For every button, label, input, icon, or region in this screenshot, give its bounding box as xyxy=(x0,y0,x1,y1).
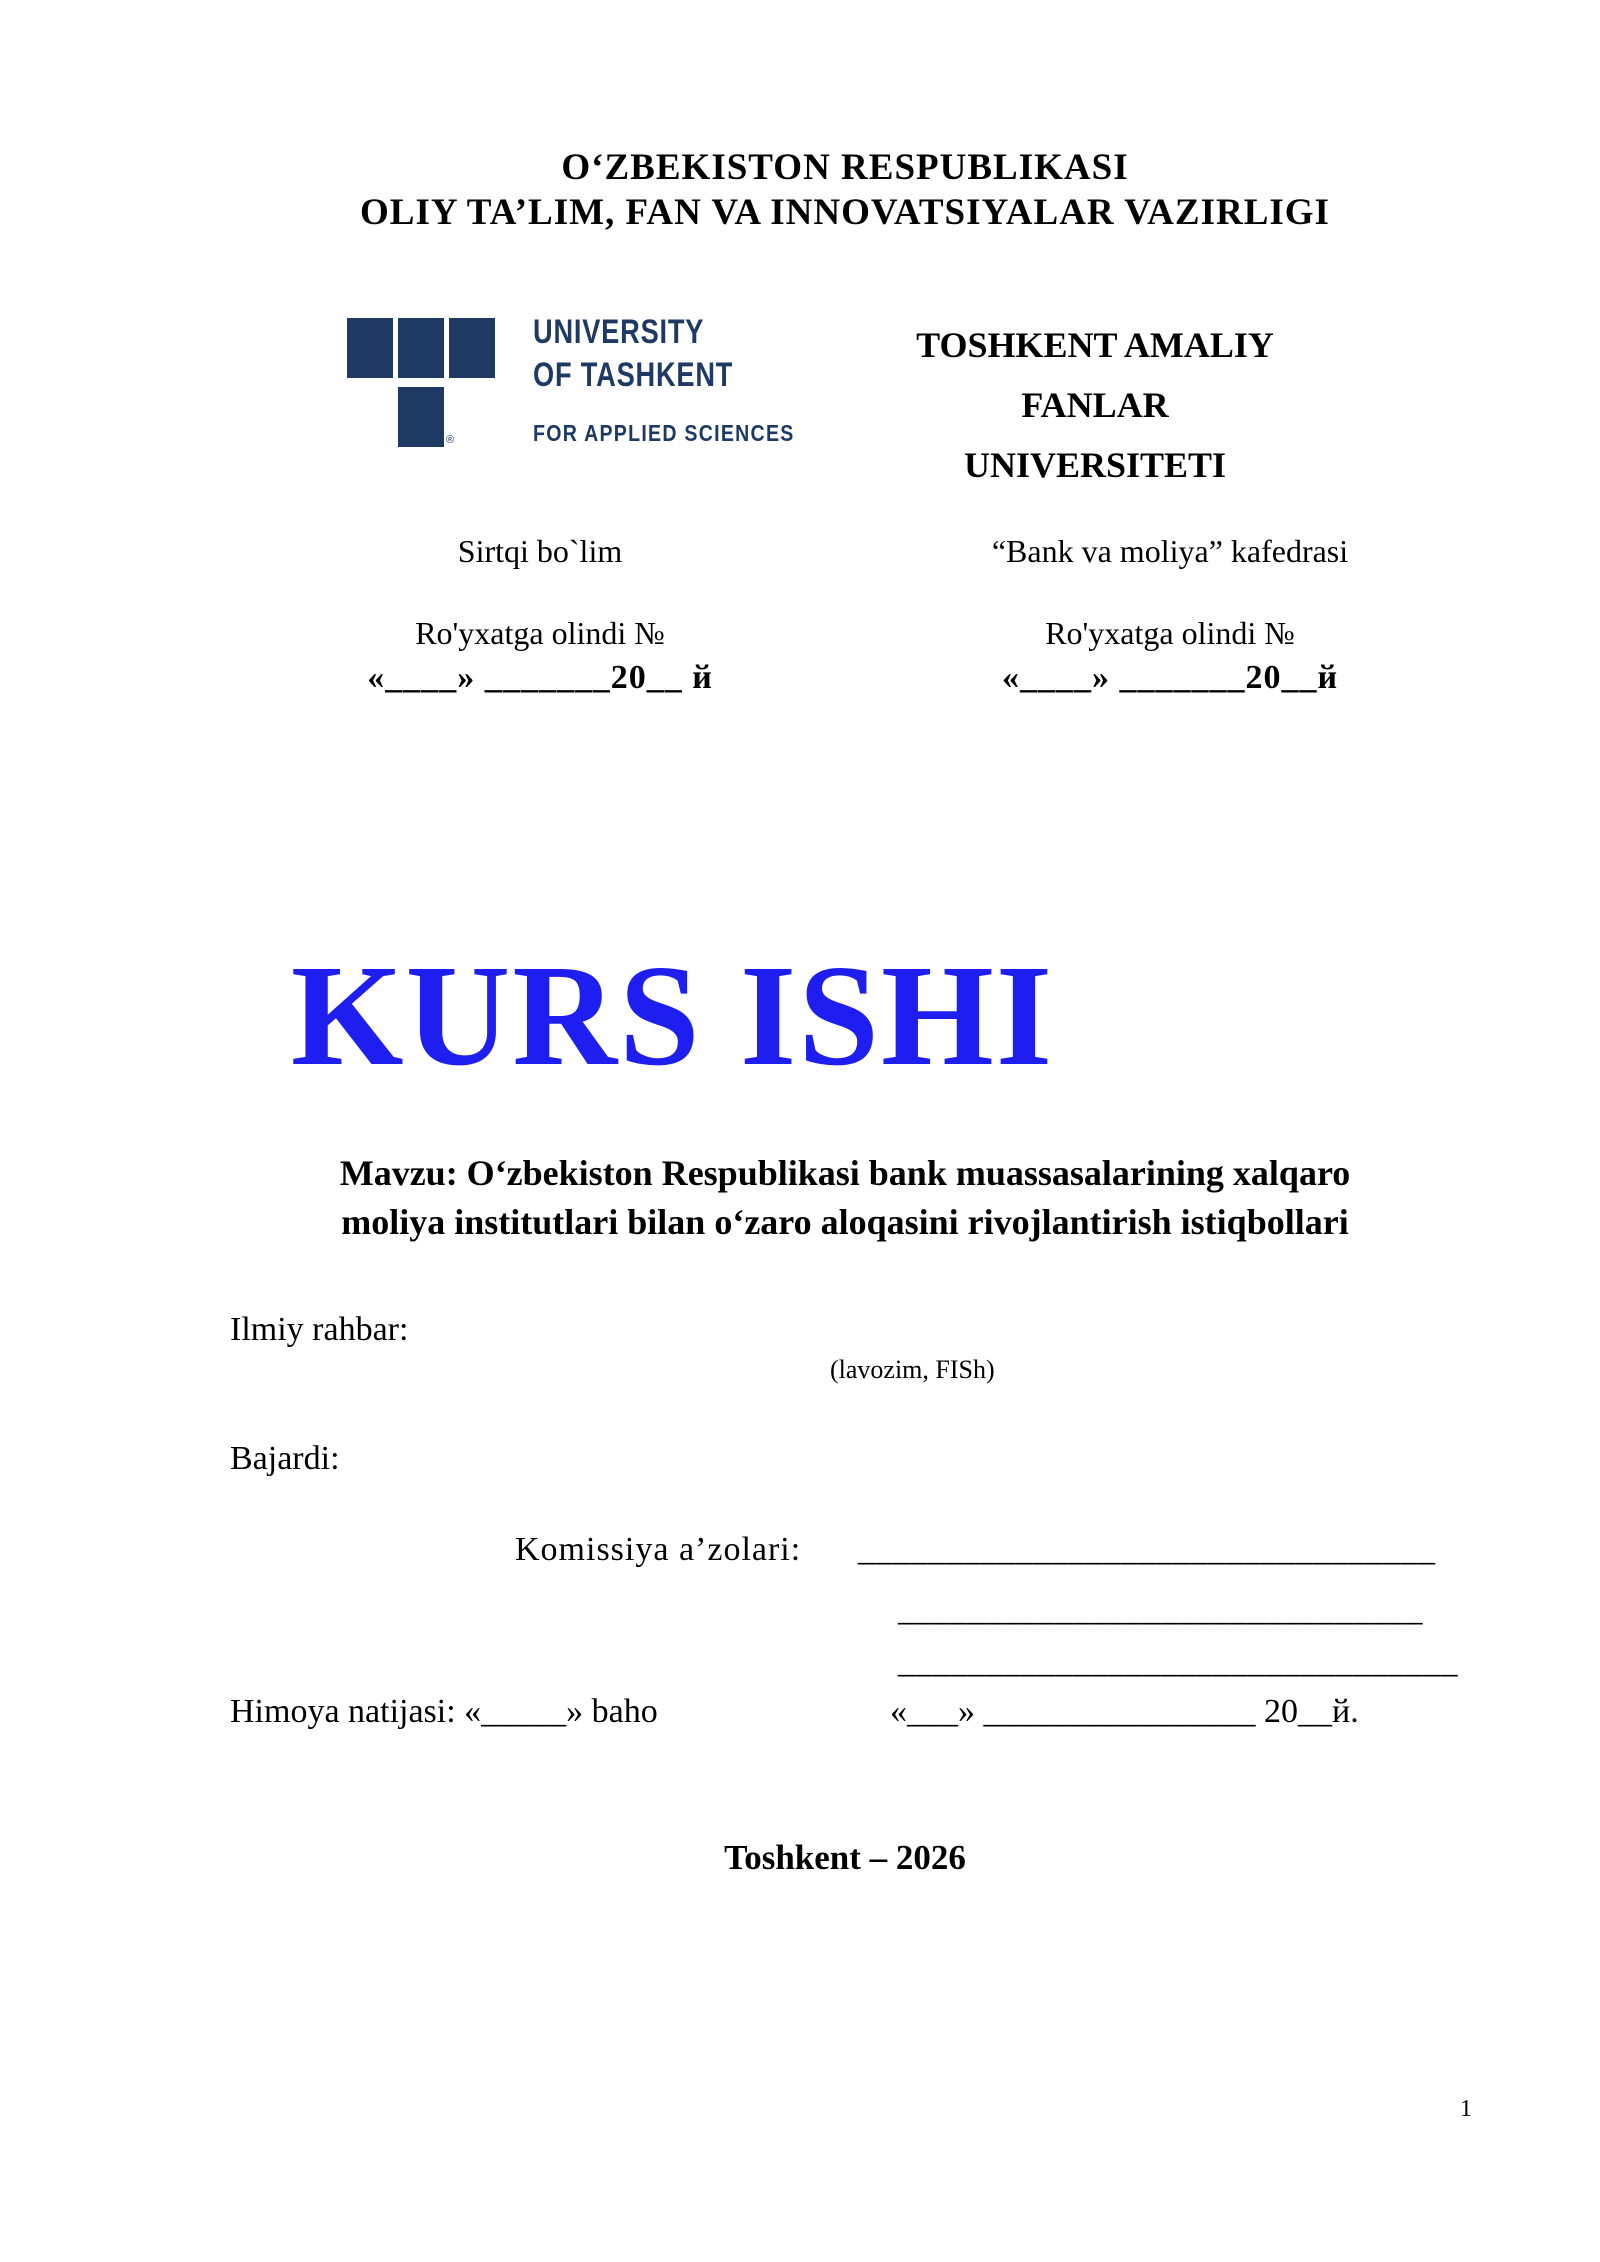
registration-label-right: Ro'yxatga olindi № xyxy=(1045,615,1295,651)
executor-label: Bajardi: xyxy=(230,1440,340,1477)
topic-title-line2: moliya institutlari bilan o‘zaro aloqasini rivojlantirish istiqbollari xyxy=(341,1202,1349,1242)
logo-wordmark-tagline: FOR APPLIED SCIENCES xyxy=(533,420,795,446)
university-name-line2: FANLAR UNIVERSITETI xyxy=(963,385,1227,485)
ministry-header-line1: O‘ZBEKISTON RESPUBLIKASI xyxy=(561,147,1129,188)
topic-title-line1: Mavzu: O‘zbekiston Respublikasi bank muassasalarining xalqaro xyxy=(339,1153,1351,1193)
registration-date-line-right: «____» _______20__й xyxy=(1001,659,1339,696)
university-name xyxy=(915,315,1275,495)
page-number: 1 xyxy=(1460,2096,1472,2122)
logo-wordmark-line2: OF TASHKENT xyxy=(533,356,734,394)
logo-square-icon xyxy=(347,318,393,378)
logo-wordmark-line1: UNIVERSITY xyxy=(533,313,705,351)
signature-line-1: _________________________________ xyxy=(858,1531,1436,1568)
university-name-line1: TOSHKENT AMALIY xyxy=(916,325,1274,365)
supervisor-position-hint: (lavozim, FISh) xyxy=(830,1355,995,1384)
commission-members-label: Komissiya a’zolari: xyxy=(515,1531,802,1568)
ministry-header xyxy=(230,145,1460,235)
registered-trademark-icon: ® xyxy=(446,434,455,446)
topic-title xyxy=(230,1149,1460,1247)
logo-square-icon xyxy=(398,318,444,378)
course-work-title: KURS ISHI xyxy=(290,936,1055,1096)
signature-line-3: ________________________________ xyxy=(898,1643,1458,1680)
city-year: Toshkent – 2026 xyxy=(724,1838,966,1877)
defense-result-label: Himoya natijasi: «_____» baho xyxy=(230,1693,658,1730)
logo-square-icon xyxy=(449,318,495,378)
ministry-header-line2: OLIY TA’LIM, FAN VA INNOVATSIYALAR VAZIRLIGI xyxy=(360,192,1330,233)
registration-date-line-left: «____» _______20__ й xyxy=(367,659,713,696)
defense-date-line: «___» ________________ 20__й. xyxy=(890,1693,1359,1730)
supervisor-label: Ilmiy rahbar: xyxy=(230,1311,409,1348)
logo-square-icon xyxy=(398,387,444,447)
signature-line-2: ______________________________ xyxy=(898,1591,1423,1628)
department-right: “Bank va moliya” kafedrasi xyxy=(991,533,1349,569)
department-left: Sirtqi bo`lim xyxy=(457,533,623,569)
registration-label-left: Ro'yxatga olindi № xyxy=(415,615,665,651)
